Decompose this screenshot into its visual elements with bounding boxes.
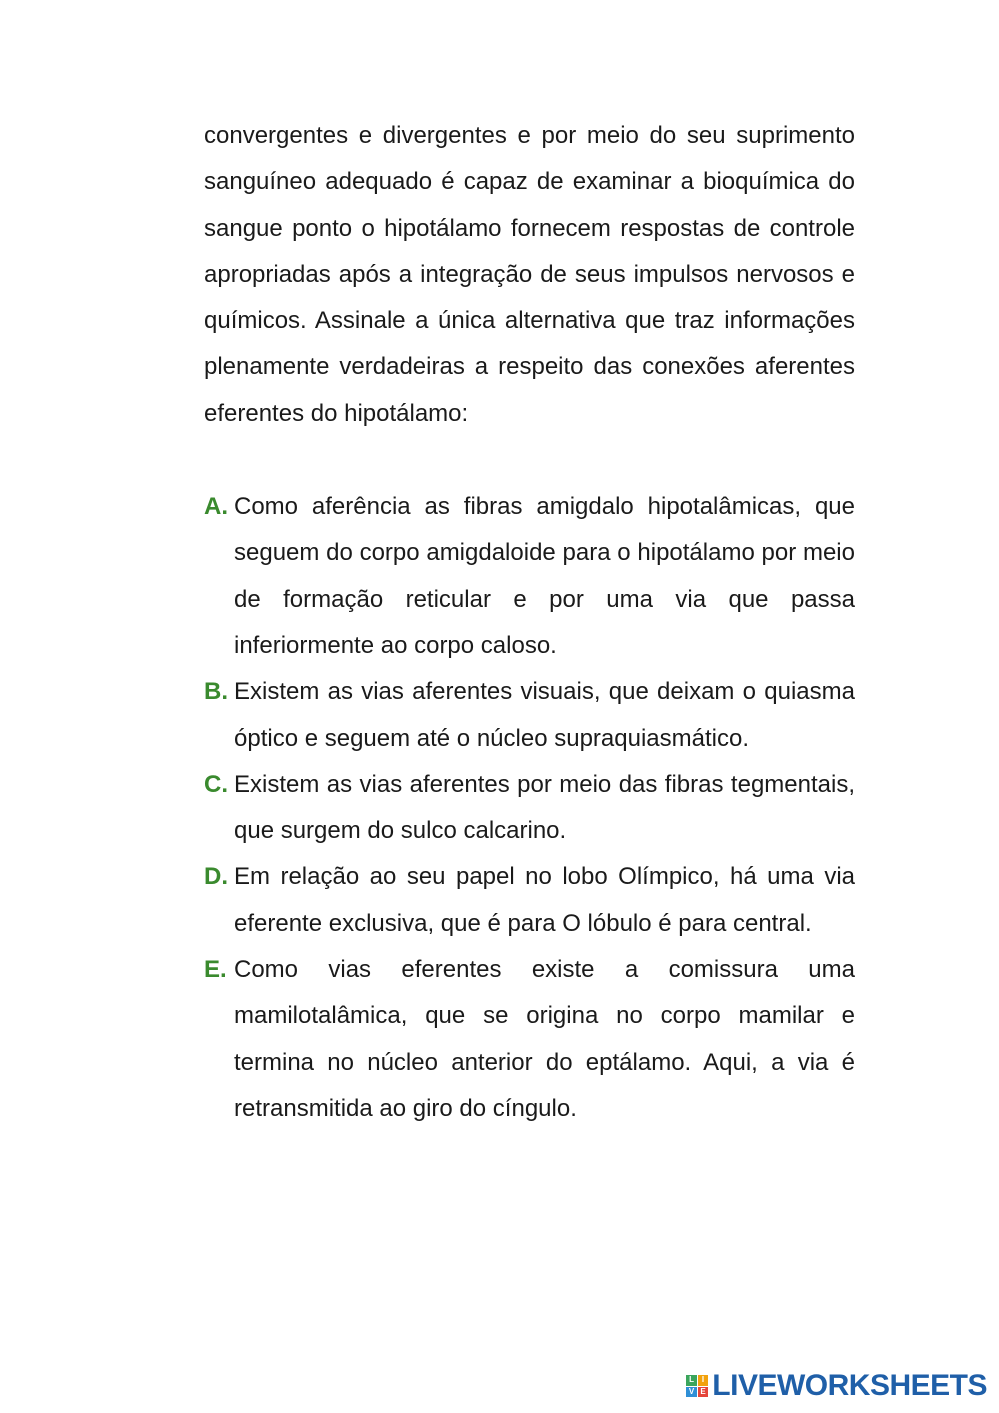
badge-letter: V bbox=[686, 1387, 697, 1398]
option-letter: D. bbox=[204, 863, 228, 891]
option-text: Existem as vias aferentes por meio das fibras tegmentais, que surgem do sulco calcarino. bbox=[234, 770, 855, 845]
option-text: Como aferência as fibras amigdalo hipotalâmicas, que seguem do corpo amigdaloide para o hipotálamo por meio de formação reticular e por uma via que passa inferiormente ao corpo caloso. bbox=[234, 493, 855, 659]
option-b[interactable] bbox=[204, 669, 855, 762]
option-a[interactable] bbox=[204, 484, 855, 669]
option-c[interactable] bbox=[204, 762, 855, 855]
option-letter: B. bbox=[204, 678, 228, 706]
liveworksheets-badge-icon bbox=[686, 1375, 708, 1397]
logo-text: LIVEWORKSHEETS bbox=[712, 1369, 987, 1402]
badge-letter: L bbox=[686, 1375, 697, 1386]
option-text: Existem as vias aferentes visuais, que deixam o quiasma óptico e seguem até o núcleo supraquiasmático. bbox=[234, 678, 855, 752]
options-list bbox=[204, 484, 855, 1132]
option-text: Como vias eferentes existe a comissura uma mamilotalâmica, que se origina no corpo mamilar e termina no núcleo anterior do eptálamo. Aqui, a via é retransmitida ao giro do cíngulo. bbox=[234, 956, 855, 1122]
option-letter: C. bbox=[204, 770, 228, 798]
option-letter: A. bbox=[204, 493, 228, 521]
option-d[interactable] bbox=[204, 854, 855, 947]
badge-letter: E bbox=[698, 1387, 709, 1398]
liveworksheets-logo[interactable] bbox=[686, 1369, 987, 1402]
question-intro: convergentes e divergentes e por meio do seu suprimento sanguíneo adequado é capaz de examinar a bioquímica do sangue ponto o hipotálamo fornecem respostas de controle apropriadas após a integração de seus impulsos nervosos e químicos. Assinale a única alternativa que traz informações plenamente verdadeiras a respeito das conexões aferentes eferentes do hipotálamo: bbox=[204, 122, 855, 427]
badge-letter: I bbox=[698, 1375, 709, 1386]
option-letter: E. bbox=[204, 956, 227, 984]
question-block bbox=[204, 113, 855, 1132]
option-e[interactable] bbox=[204, 947, 855, 1132]
option-text: Em relação ao seu papel no lobo Olímpico, há uma via eferente exclusiva, que é para O lóbulo é para central. bbox=[234, 863, 855, 937]
